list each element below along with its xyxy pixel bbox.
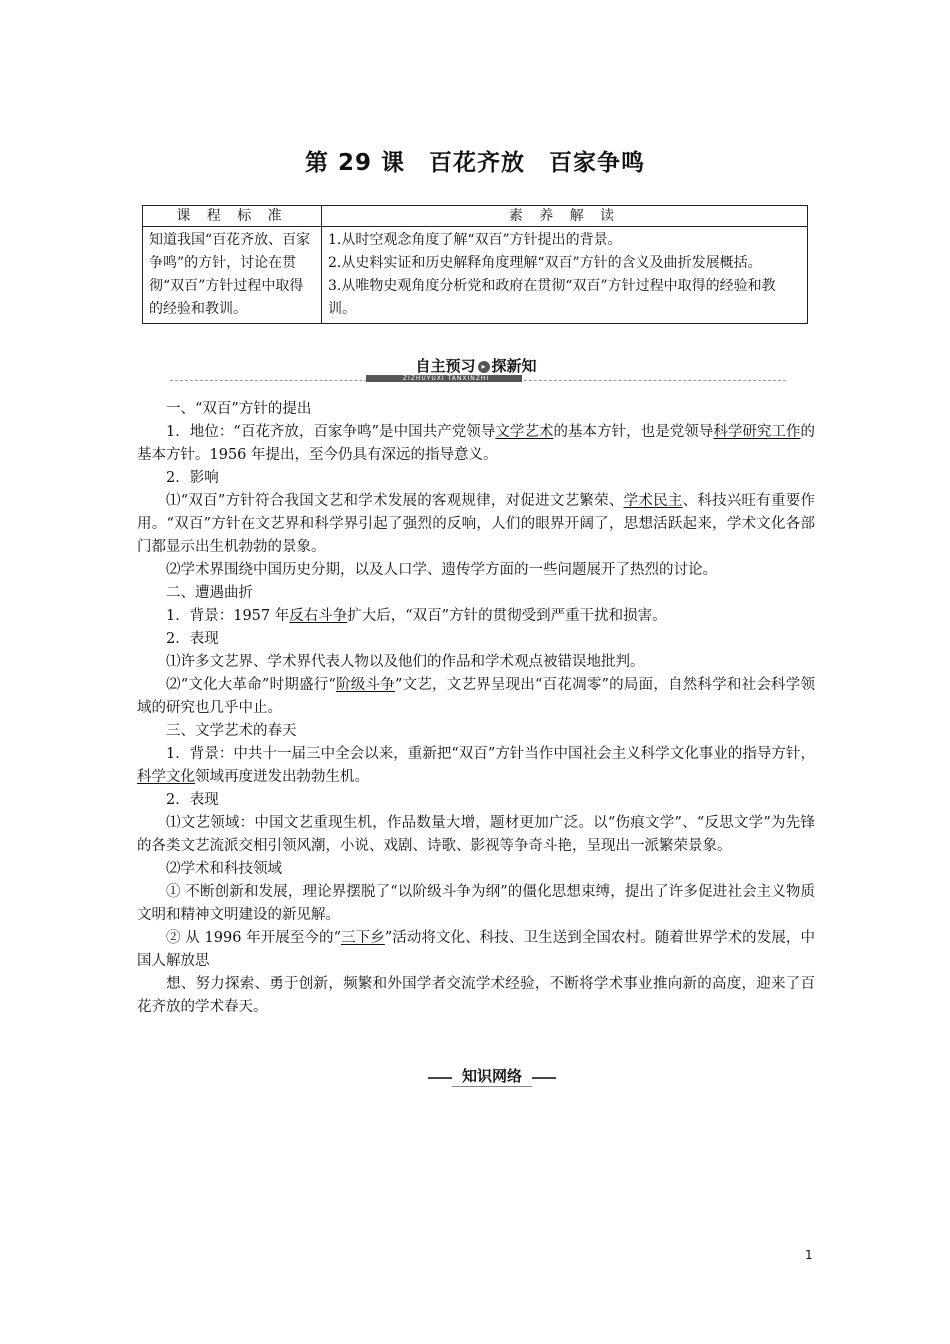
literacy-item: 3.从唯物史观角度分析党和政府在贯彻“双百”方针过程中取得的经验和教训。 xyxy=(328,278,776,317)
underlined-term: 科学文化 xyxy=(137,769,195,785)
banner-title-part1: 自主预习 xyxy=(415,357,476,375)
section-banner xyxy=(170,355,786,385)
knowledge-network-label: 知识网络 xyxy=(452,1066,532,1086)
curriculum-table xyxy=(142,205,808,324)
section-heading: 三、文学艺术的春天 xyxy=(166,723,297,739)
paragraph: 2．影响 xyxy=(166,470,219,486)
paragraph: ⑴文艺领域：中国文艺重现生机，作品数量大增，题材更加广泛。以“伤痕文学”、“反思文学”为先锋的各类文艺流派交相引领风潮，小说、戏剧、诗歌、影视等争奇斗艳，呈现出一派繁荣景象。 xyxy=(137,815,815,854)
underlined-term: 文学艺术 xyxy=(495,424,554,440)
paragraph: 1．背景：1957 年反右斗争扩大后，“双百”方针的贯彻受到严重干扰和损害。 xyxy=(166,608,667,624)
paragraph: 1．地位：“百花齐放，百家争鸣”是中国共产党领导文学艺术的基本方针，也是党领导科学研究工作的基本方针。1956 年提出，至今仍具有深远的指导意义。 xyxy=(137,424,816,463)
paragraph: ② 从 1996 年开展至今的“三下乡”活动将文化、科技、卫生送到全国农村。随着世界学术的发展，中国人解放思 xyxy=(137,930,815,969)
underlined-term: 学术民主 xyxy=(623,493,683,509)
banner-title-part2: 探新知 xyxy=(491,357,537,375)
section-heading: 一、“双百”方针的提出 xyxy=(166,401,312,417)
page-number: 1 xyxy=(805,1248,813,1262)
banner-pinyin: ZIZHUYUXI TANXINZHI xyxy=(402,375,490,382)
paragraph: 想、努力探索、勇于创新，频繁和外国学者交流学术经验，不断将学术事业推向新的高度，迎来了百花齐放的学术春天。 xyxy=(137,976,815,1015)
paragraph: ⑵“文化大革命”时期盛行“阶级斗争”文艺，文艺界呈现出“百花凋零”的局面，自然科学和社会科学领域的研究也几乎中止。 xyxy=(137,677,815,716)
underlined-term: 阶级斗争 xyxy=(335,677,395,693)
paragraph: ⑴“双百”方针符合我国文艺和学术发展的客观规律，对促进文艺繁荣、学术民主、科技兴旺有重要作用。“双百”方针在文艺界和科学界引起了强烈的反响，人们的眼界开阔了，思想活跃起来，学术文化各部门都显示出生机勃勃的景象。 xyxy=(137,493,816,555)
lesson-title: 第 29 课 百花齐放 百家争鸣 xyxy=(304,150,646,176)
underlined-term: 科学研究工作 xyxy=(713,424,801,440)
paragraph: 2．表现 xyxy=(166,631,219,647)
literacy-item: 1.从时空观念角度了解“双百”方针提出的背景。 xyxy=(328,232,622,248)
table-header-standard: 课 程 标 准 xyxy=(143,206,322,227)
table-header-literacy: 素 养 解 读 xyxy=(322,206,808,227)
literacy-item: 2.从史料实证和历史解释角度理解“双百”方针的含义及曲折发展概括。 xyxy=(328,255,762,271)
table-cell-standard: 知道我国“百花齐放、百家争鸣”的方针，讨论在贯彻“双百”方针过程中取得的经验和教训。 xyxy=(143,227,322,324)
knowledge-network-banner xyxy=(428,1066,556,1088)
paragraph: ⑴许多文艺界、学术界代表人物以及他们的作品和学术观点被错误地批判。 xyxy=(166,654,645,670)
paragraph: ⑵学术和科技领域 xyxy=(166,861,282,877)
lesson-body xyxy=(137,398,815,1019)
underlined-term: 反右斗争 xyxy=(289,608,348,624)
arrow-icon: ▸ xyxy=(478,361,490,373)
paragraph: ⑵学术界围绕中国历史分期，以及人口学、遗传学方面的一些问题展开了热烈的讨论。 xyxy=(166,562,717,578)
section-heading: 二、遭遇曲折 xyxy=(166,585,253,601)
paragraph: 2．表现 xyxy=(166,792,219,808)
table-cell-literacy xyxy=(322,227,808,324)
paragraph: 1．背景：中共十一届三中全会以来，重新把“双百”方针当作中国社会主义科学文化事业的指导方针，科学文化领域再度迸发出勃勃生机。 xyxy=(137,746,815,785)
underlined-term: 三下乡 xyxy=(341,930,385,946)
paragraph: ① 不断创新和发展，理论界摆脱了“以阶级斗争为纲”的僵化思想束缚，提出了许多促进社会主义物质文明和精神文明建设的新见解。 xyxy=(137,884,815,923)
